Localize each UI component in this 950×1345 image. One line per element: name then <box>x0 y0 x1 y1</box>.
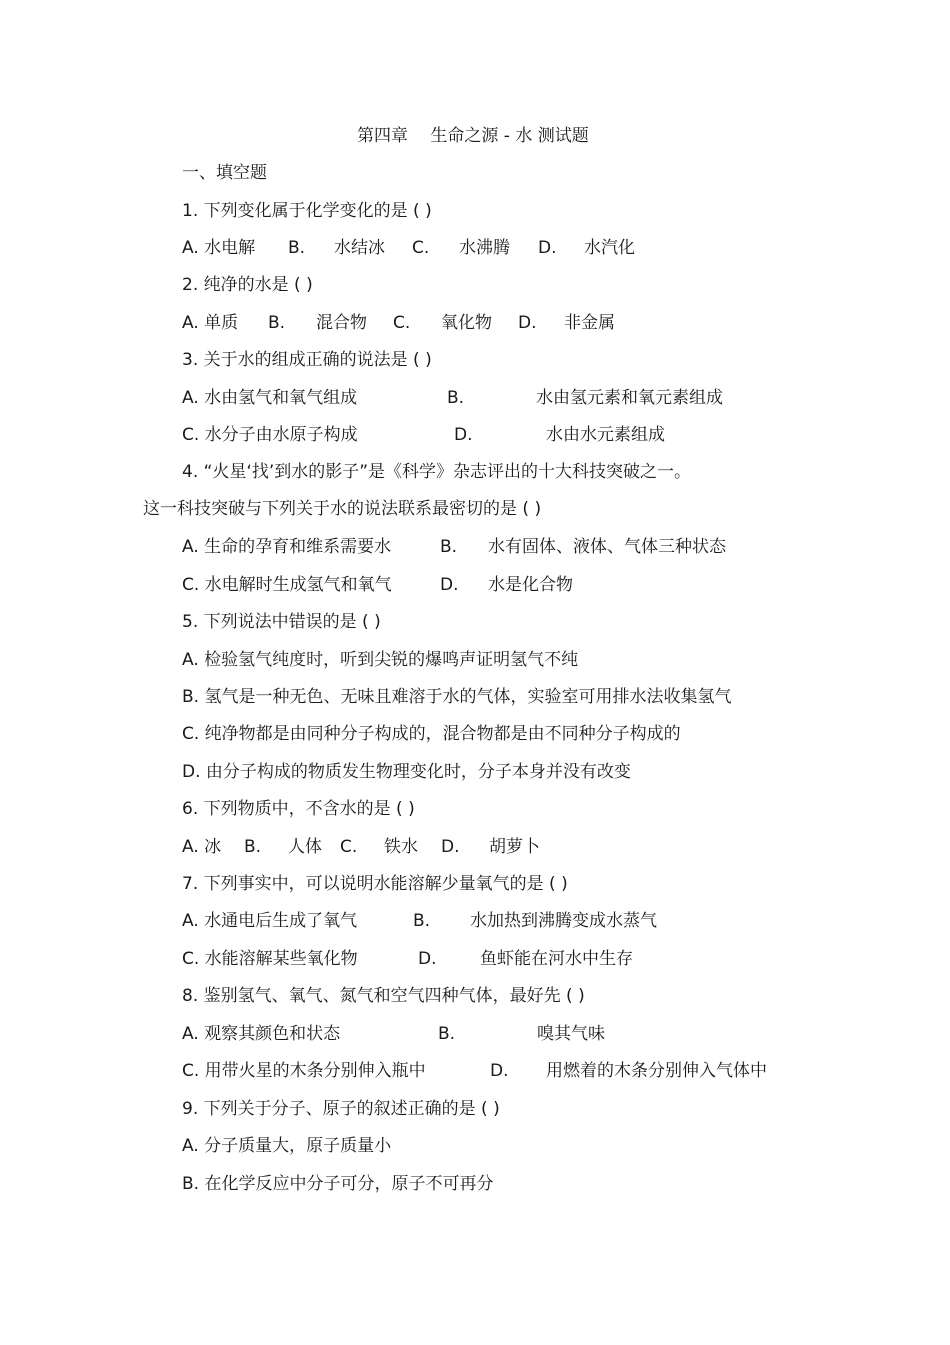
option-d-label: D. <box>418 949 437 969</box>
option-d-text: 非金属 <box>564 313 615 333</box>
question-9-stem: 9. 下列关于分子、原子的叙述正确的是 ( ) <box>182 1099 500 1119</box>
option-a: A. 水电解 <box>182 238 256 258</box>
option-b-text: 水加热到沸腾变成水蒸气 <box>470 911 657 931</box>
page-title: 第四章 生命之源 - 水 测试题 <box>357 126 589 146</box>
option-b-label: B. <box>438 1024 456 1044</box>
option-d-text: 胡萝卜 <box>489 837 540 857</box>
question-5-option-a: A. 检验氢气纯度时，听到尖锐的爆鸣声证明氢气不纯 <box>182 650 579 670</box>
option-d-label: D. <box>454 425 473 445</box>
option-b-label: B. <box>447 388 465 408</box>
option-b-text: 人体 <box>288 837 322 857</box>
question-8-stem: 8. 鉴别氢气、氧气、氮气和空气四种气体，最好先 ( ) <box>182 986 585 1006</box>
question-5-option-b: B. 氢气是一种无色、无味且难溶于水的气体，实验室可用排水法收集氢气 <box>182 687 732 707</box>
option-b-text: 水由氢元素和氧元素组成 <box>536 388 723 408</box>
option-d-text: 用燃着的木条分别伸入气体中 <box>546 1061 767 1081</box>
option-d-text: 鱼虾能在河水中生存 <box>480 949 633 969</box>
option-b-text: 水结冰 <box>334 238 385 258</box>
option-d-text: 水由水元素组成 <box>546 425 665 445</box>
question-5-option-d: D. 由分子构成的物质发生物理变化时，分子本身并没有改变 <box>182 762 631 782</box>
option-b-label: B. <box>288 238 306 258</box>
option-b-label: B. <box>268 313 286 333</box>
option-b-label: B. <box>413 911 431 931</box>
option-d-label: D. <box>440 575 459 595</box>
question-1-stem: 1. 下列变化属于化学变化的是 ( ) <box>182 201 432 221</box>
option-c-text: 氧化物 <box>441 313 492 333</box>
option-c: C. 水电解时生成氢气和氧气 <box>182 575 392 595</box>
option-c: C. 水分子由水原子构成 <box>182 425 358 445</box>
option-c-label: C. <box>340 837 358 857</box>
question-4-stem-continued: 这一科技突破与下列关于水的说法联系最密切的是 ( ) <box>143 499 542 519</box>
option-d-text: 水汽化 <box>584 238 635 258</box>
question-4-stem: 4. “火星‘找’到水的影子”是《科学》杂志评出的十大科技突破之一。 <box>182 462 692 482</box>
option-a: A. 观察其颜色和状态 <box>182 1024 341 1044</box>
option-c-label: C. <box>393 313 411 333</box>
option-c-text: 水沸腾 <box>459 238 510 258</box>
question-5-stem: 5. 下列说法中错误的是 ( ) <box>182 612 381 632</box>
option-b-label: B. <box>244 837 262 857</box>
section-heading: 一、填空题 <box>182 163 267 183</box>
option-c-label: C. <box>412 238 430 258</box>
option-b-text: 嗅其气味 <box>537 1024 605 1044</box>
question-9-option-a: A. 分子质量大，原子质量小 <box>182 1136 392 1156</box>
option-a: A. 生命的孕育和维系需要水 <box>182 537 392 557</box>
question-9-option-b: B. 在化学反应中分子可分，原子不可再分 <box>182 1174 494 1194</box>
option-c: C. 水能溶解某些氧化物 <box>182 949 358 969</box>
question-2-stem: 2. 纯净的水是 ( ) <box>182 275 313 295</box>
option-c-text: 铁水 <box>384 837 418 857</box>
question-6-stem: 6. 下列物质中，不含水的是 ( ) <box>182 799 415 819</box>
option-d-text: 水是化合物 <box>488 575 573 595</box>
option-c: C. 用带火星的木条分别伸入瓶中 <box>182 1061 426 1081</box>
question-7-stem: 7. 下列事实中，可以说明水能溶解少量氧气的是 ( ) <box>182 874 568 894</box>
option-a: A. 冰 <box>182 837 222 857</box>
question-5-option-c: C. 纯净物都是由同种分子构成的，混合物都是由不同种分子构成的 <box>182 724 681 744</box>
option-d-label: D. <box>538 238 557 258</box>
option-b-label: B. <box>440 537 458 557</box>
option-b-text: 水有固体、液体、气体三种状态 <box>488 537 726 557</box>
option-b-text: 混合物 <box>316 313 367 333</box>
option-d-label: D. <box>441 837 460 857</box>
option-d-label: D. <box>490 1061 509 1081</box>
option-a: A. 水通电后生成了氧气 <box>182 911 358 931</box>
option-a: A. 单质 <box>182 313 239 333</box>
question-3-stem: 3. 关于水的组成正确的说法是 ( ) <box>182 350 432 370</box>
option-a: A. 水由氢气和氧气组成 <box>182 388 358 408</box>
option-d-label: D. <box>518 313 537 333</box>
